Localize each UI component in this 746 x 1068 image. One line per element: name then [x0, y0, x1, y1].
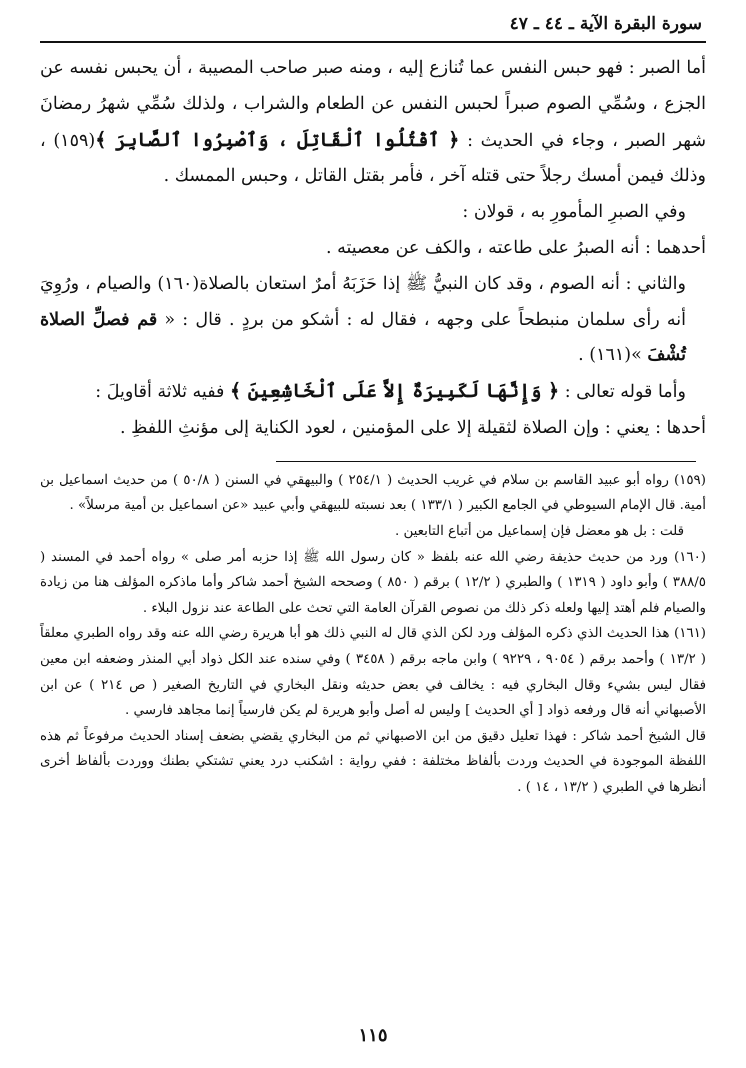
text-run: والثاني : أنه الصوم ، وقد كان النبيُّ ﷺ إذا حَزَبَهُ أمرٌ استعان بالصلاة [199, 273, 686, 294]
hadith-quote: قم فصلِّ الصلاة تُشْفَ [40, 309, 686, 366]
paragraph-verse [40, 374, 706, 411]
paragraph-first-opinion: أحدهما : أنه الصبرُ على طاعته ، والكف عن معصيته . [325, 237, 706, 258]
main-text [40, 51, 706, 447]
text-run: (١٦٠) والصيام ، ورُوِيَ أنه رأى سلمان منبطحاً على وجهه ، فقال له : أشكو من بردٍ . قال : « [40, 273, 686, 330]
footnote-161: (١٦١) هذا الحديث الذي ذكره المؤلف ورد لكن الذي قال له النبي ذلك هو أبا هريرة رضي الله عنه وقد رواه الطبري معلقاً ( ١٣/٢ ) وأحمد برقم ( ٩٠٥٤ ، ٩٢٢٩ ) وابن ماجه برقم ( ٣٤٥٨ ) وفي سنده عند الكل ذواد أبي المنذر وضعفه ابن معين فقال ليس بشيء وقال البخاري فيه : يخالف في بعض حديثه ونقل البخاري في التاريخ الصغير ( ص ٢١٤ ) عن ابن الأصبهاني أنه قال ورفعه ذواد [ أي الحديث ] وليس له أصل وأبو هريرة لم يكن فارسياً إنما مجاهد فارسي . [40, 626, 706, 719]
quran-quote: ﴿ ٱقْتُلُوا ٱلْقَاتِلَ ، وَٱصْبِرُوا ٱلصَّابِرَ ﴾ [95, 128, 460, 151]
footnote-159: (١٥٩) رواه أبو عبيد القاسم بن سلام في غريب الحديث ( ٢٥٤/١ ) والبيهقي في السنن ( ٥٠/٨ ) من حديث اسماعيل بن أمية. قال الإمام السيوطي في الجامع الكبير ( ١٣٣/١ ) بعد نسبته للبيهقي وأبي عبيد «عن اسماعيل بن أمية مرسلاً» . [40, 472, 706, 514]
footnote-159-comment: قلت : بل هو معضل فإن إسماعيل من أتباع التابعين . [394, 523, 684, 539]
running-header [40, 14, 706, 43]
page-number: ١١٥ [358, 1025, 388, 1046]
paragraph-patience-definition [40, 51, 706, 195]
footnote-separator [276, 461, 696, 462]
text-run: أما الصبر : فهو حبس النفس عما تُنازع إليه ، ومنه صبر صاحب المصيبة ، أن يحبس نفسه عن الجزع ، وسُمِّي الصوم صبراً لحبس النفس عن الطعام والشراب ، ولذلك سُمِّي شهرُ رمضانَ شهر الصبر ، وجاء في الحديث : [40, 58, 706, 151]
paragraph-second-opinion [40, 267, 706, 374]
document-page [40, 14, 706, 1068]
footnote-161-comment: قال الشيخ أحمد شاكر : فهذا تعليل دقيق من ابن الاصبهاني ثم من البخاري يقضي بضعف إسناد الحديث مرفوعاً ثم هذه اللفظة الموجودة في الحديث وردت بألفاظ مختلفة : ففي رواية : اشكنب درد يعني تشتكي بطنك ووردت بألفاظ أخرى أنظرها في الطبري ( ١٣/٢ ، ١٤ ) . [40, 728, 706, 795]
text-run: (١٥٩) ، وذلك فيمن أمسك رجلاً حتى قتله آخر ، فأمر بقتل القاتل ، وحبس الممسك . [40, 130, 706, 187]
quran-verse: ﴿ وَإِنَّهَا لَكَبِيرَةٌ إِلاَّ عَلَى ٱلْخَاشِعِينَ ﴾ [229, 380, 560, 403]
footnote-160: (١٦٠) ورد من حديث حذيفة رضي الله عنه بلفظ « كان رسول الله ﷺ إذا حزبه أمر صلى » رواه أحمد في المسند ( ٣٨٨/٥ ) وأبو داود ( ١٣١٩ ) والطبري ( ١٢/٢ ) برقم ( ٨٥٠ ) وصححه الشيخ أحمد شاكر وأما ماذكره المؤلف هنا من زيادة والصيام فلم أهتد إليها ولعله ذكر ذلك من نصوص القرآن العامة التي تحث على الطاعة عند نزول البلاء . [40, 549, 706, 616]
running-title: سورة البقرة الآية ـ ٤٤ ـ ٤٧ [509, 14, 702, 34]
footnotes [40, 468, 706, 801]
text-run: وأما قوله تعالى : [559, 382, 686, 403]
paragraph-first-saying: أحدها : يعني : وإن الصلاة لثقيلة إلا على المؤمنين ، لعود الكناية إلى مؤنثِ اللفظِ . [120, 417, 706, 438]
text-run: »(١٦١) . [578, 345, 648, 366]
paragraph-two-opinions: وفي الصبرِ المأمورِ به ، قولان : [462, 202, 686, 223]
text-run: ففيه ثلاثة أقاويلَ : [95, 382, 230, 403]
